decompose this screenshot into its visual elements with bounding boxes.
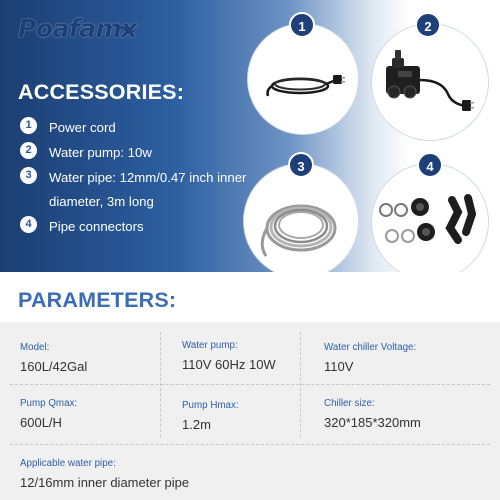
accessory-text: Water pump: 10w	[49, 145, 152, 160]
photo-badge: 3	[288, 152, 314, 178]
accessory-item	[20, 166, 282, 214]
param-cell-pump-qmax	[20, 398, 77, 430]
param-label: Water pump:	[182, 340, 238, 351]
param-value: 110V	[324, 359, 354, 374]
accessory-number: 3	[20, 167, 37, 184]
water-pipe-image	[244, 164, 358, 272]
accessory-number: 2	[20, 142, 37, 159]
water-pump-image	[372, 24, 488, 140]
param-value: 160L/42Gal	[20, 359, 88, 374]
param-cell-water-pump	[182, 340, 276, 372]
param-value: 12/16mm inner diameter pipe	[20, 475, 190, 490]
accessory-item	[20, 215, 282, 239]
row-divider	[10, 384, 490, 385]
param-label: Model:	[20, 342, 50, 353]
param-cell-applicable-pipe	[20, 458, 189, 490]
pipe-connectors-image	[372, 164, 488, 272]
accessory-item	[20, 116, 282, 140]
accessory-number: 1	[20, 117, 37, 134]
accessories-list	[20, 116, 282, 240]
param-cell-chiller-size	[324, 398, 421, 430]
param-label: Water chiller Voltage:	[324, 342, 417, 353]
photo-power-cord	[248, 19, 358, 134]
accessory-text: Water pipe: 12mm/0.47 inch inner diameter, 3m long	[49, 170, 247, 209]
param-value: 320*185*320mm	[324, 415, 421, 430]
photo-pipe-connectors	[372, 159, 488, 272]
param-label: Pump Qmax:	[20, 398, 78, 409]
param-cell-pump-hmax	[182, 400, 239, 432]
photo-badge: 2	[415, 12, 441, 38]
param-value: 1.2m	[182, 417, 211, 432]
power-cord-image	[248, 24, 358, 134]
accessory-item	[20, 141, 282, 165]
accessory-text: Pipe connectors	[49, 219, 144, 234]
param-label: Chiller size:	[324, 398, 375, 409]
accessory-number: 4	[20, 216, 37, 233]
param-value: 110V 60Hz 10W	[182, 357, 276, 372]
brand-wave-icon	[118, 24, 134, 34]
photo-water-pump	[372, 19, 488, 140]
param-label: Applicable water pipe:	[20, 458, 116, 469]
brand-logo: Poafamx	[18, 14, 137, 43]
accessories-title: ACCESSORIES:	[18, 80, 185, 104]
photo-badge: 4	[417, 152, 443, 178]
param-label: Pump Hmax:	[182, 400, 239, 411]
parameters-title: PARAMETERS:	[18, 288, 177, 312]
param-cell-model	[20, 342, 87, 374]
param-cell-chiller-voltage	[324, 342, 416, 374]
row-divider	[10, 444, 490, 445]
parameters-panel	[0, 322, 500, 500]
photo-badge: 1	[289, 12, 315, 38]
accessory-text: Power cord	[49, 120, 116, 135]
param-value: 600L/H	[20, 415, 62, 430]
photo-water-pipe	[244, 159, 358, 272]
